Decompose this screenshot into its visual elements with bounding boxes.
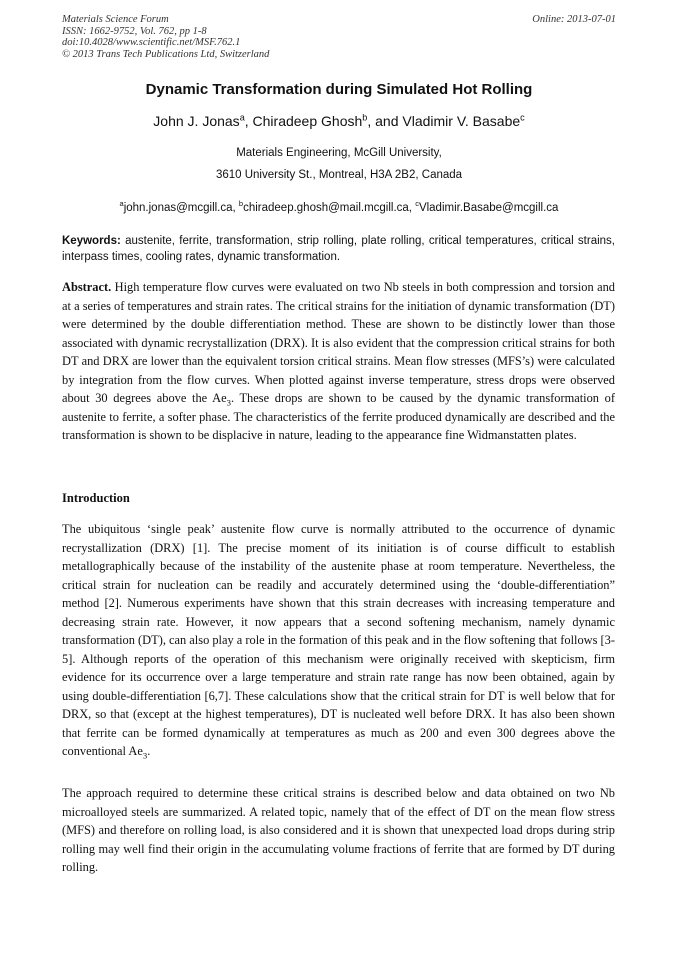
issn: ISSN: 1662-9752, Vol. 762, pp 1-8 <box>62 25 207 37</box>
author-emails <box>0 199 678 214</box>
paragraph-text-end: . <box>147 744 151 758</box>
section-heading-introduction: Introduction <box>62 491 130 505</box>
email-link[interactable]: john.jonas@mcgill.ca, <box>123 202 239 214</box>
doi: doi:10.4028/www.scientific.net/MSF.762.1 <box>62 37 241 48</box>
paragraph-text: The ubiquitous ‘single peak’ austenite flow curve is normally attributed to the occurrence of dynamic recrystallization (DRX) [1]. The precise moment of its initiation is of course difficult to establish metallographically because of the instability of the austenite phase at room temperature. Nevertheless, the critical strain for nucleation can be readily and accurately determined using the ‘double-differentiation” method [2]. Numerous experiments have shown that this strain decreases with increasing temperature and decreasing strain rate. However, it now appears that a second softening mechanism, namely dynamic transformation (DT), can also play a role in the formation of this peak and in the flow softening that follows [3-5]. Although reports of the operation of this mechanism were originally received with skepticism, firm evidence for its occurrence over a large temperature and strain rate range has now been obtained, again by using double-differentiation [6,7]. These calculations show that the critical strain for DT is well below that for DRX, so that (except at the highest temperatures), DT is nucleated well before DRX. It has also been shown that ferrite can be formed dynamically at temperatures as much as 200 and even 300 degrees above the conventional Ae <box>62 522 615 758</box>
email-link[interactable]: Vladimir.Basabe@mcgill.ca <box>418 202 559 214</box>
email-link[interactable]: chiradeep.ghosh@mail.mcgill.ca, <box>243 202 416 214</box>
keywords-text: austenite, ferrite, transformation, strip rolling, plate rolling, critical temperatures, critical strains, interpass times, cooling rates, dynamic transformation. <box>62 235 615 263</box>
abstract-paragraph <box>62 278 615 445</box>
subscript: 3 <box>226 397 231 408</box>
abstract-label: Abstract. <box>62 280 112 294</box>
keywords-label: Keywords: <box>62 235 121 247</box>
author-affil-mark: c <box>520 112 525 123</box>
affiliation-address: 3610 University St., Montreal, H3A 2B2, Canada <box>215 169 463 181</box>
author-name: Vladimir V. Basabe <box>402 113 521 129</box>
abstract-text: . These drops are shown to be caused by the dynamic transformation of austenite to ferrite, a softer phase. The characteristics of the ferrite produced dynamically are described and the transformation is shown to be displacive in nature, leading to the appearance fine Widmanstatten plates. <box>62 391 615 442</box>
keywords-block <box>62 234 615 265</box>
author-affil-mark: a <box>239 112 245 123</box>
online-date: Online: 2013-07-01 <box>532 14 616 25</box>
author-name: Chiradeep Ghosh <box>252 113 363 129</box>
email-mark: b <box>238 199 244 209</box>
email-mark: a <box>119 199 124 209</box>
journal-name: Materials Science Forum <box>62 14 169 25</box>
body-paragraph <box>62 520 615 761</box>
copyright: © 2013 Trans Tech Publications Ltd, Switzerland <box>62 48 270 60</box>
paper-title: Dynamic Transformation during Simulated Hot Rolling <box>145 81 533 98</box>
email-mark: c <box>415 199 419 209</box>
body-paragraph: The approach required to determine these critical strains is described below and data obtained on two Nb microalloyed steels are summarized. A related topic, namely that of the effect of DT on the mean flow stress (MFS) and therefore on rolling load, is also considered and it is shown that unexpected load drops during strip rolling may well find their origin in the accumulating volume fractions of ferrite that are formed by DT during rolling. <box>62 786 615 874</box>
author-name: John J. Jonas <box>153 113 240 129</box>
author-separator: , and <box>367 113 403 129</box>
author-affil-mark: b <box>362 112 368 123</box>
author-list <box>0 113 678 129</box>
affiliation-line: Materials Engineering, McGill University, <box>236 147 442 159</box>
author-separator: , <box>244 113 253 129</box>
journal-header <box>62 14 616 60</box>
subscript: 3 <box>142 750 148 761</box>
abstract-text: High temperature flow curves were evaluated on two Nb steels in both compression and torsion and at a series of temperatures and strain rates. The critical strains for the initiation of dynamic transformation (DT) were determined by the double differentiation method. These are shown to be distinctly lower than those associated with dynamic recrystallization (DRX). It is also evident that the compression critical strains for both DT and DRX are lower than the equivalent torsion critical strains. Mean flow stresses (MFS’s) were calculated by integration from the flow curves. When plotted against inverse temperature, stress drops were observed about 30 degrees above the Ae <box>62 280 615 405</box>
